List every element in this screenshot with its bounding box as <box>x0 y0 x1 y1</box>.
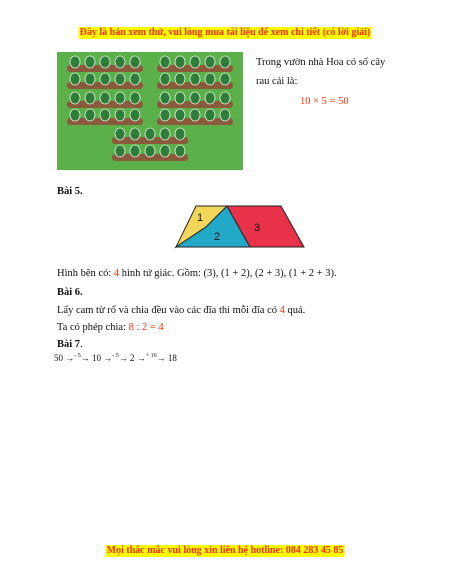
line-1-prefix: Lấy cam từ rổ và chia đều vào các đĩa thì mỗi đĩa có <box>57 305 280 316</box>
cabbage-plant <box>115 109 125 121</box>
exercise-5-answer <box>57 268 337 279</box>
cabbage-plant <box>160 128 170 140</box>
garden-answer-formula: 10 × 5 = 50 <box>300 96 349 107</box>
cabbage-plant <box>145 145 155 157</box>
cabbage-plant <box>85 109 95 121</box>
cabbage-plant <box>160 73 170 85</box>
cabbage-plant <box>175 128 185 140</box>
cabbage-plant <box>175 56 185 68</box>
chain-value: 2 <box>130 353 135 363</box>
cabbage-plant <box>175 109 185 121</box>
cabbage-plant <box>160 109 170 121</box>
cabbage-plant <box>220 56 230 68</box>
region-2-label: 2 <box>214 231 221 243</box>
cabbage-plant <box>115 92 125 104</box>
answer-suffix: hình tứ giác. Gồm: (3), (1 + 2), (2 + 3), (1 + 2 + 3). <box>119 268 337 279</box>
exercise-6-line-2 <box>57 322 164 333</box>
cabbage-plant <box>130 128 140 140</box>
cabbage-plant <box>175 73 185 85</box>
cabbage-plant <box>220 109 230 121</box>
exercise-5-heading: Bài 5. <box>57 186 83 197</box>
answer-prefix: Hình bên có: <box>57 268 114 279</box>
cabbage-plant <box>115 145 125 157</box>
cabbage-plant <box>190 92 200 104</box>
cabbage-plant <box>160 56 170 68</box>
quadrilateral-figure <box>170 204 310 259</box>
cabbage-plant <box>220 73 230 85</box>
chain-arrow-icon: → <box>103 353 113 363</box>
cabbage-plant <box>85 92 95 104</box>
chain-operation: - 5 <box>112 353 119 359</box>
number-chain <box>54 353 177 363</box>
division-expression: 8 : 2 = 4 <box>128 322 164 333</box>
cabbage-plant <box>160 145 170 157</box>
cabbage-plant <box>70 109 80 121</box>
chain-arrow-icon: → <box>136 353 146 363</box>
cabbage-plant <box>205 109 215 121</box>
cabbage-garden-illustration <box>57 52 243 170</box>
cabbage-plant <box>100 56 110 68</box>
cabbage-plant <box>130 73 140 85</box>
exercise-7-heading <box>57 339 83 350</box>
chain-value: 50 <box>54 353 63 363</box>
chain-arrow-icon: → <box>156 353 166 363</box>
chain-operation: + 16 <box>145 353 157 359</box>
hotline-banner: Mọi thắc mắc vui lòng xin liên hệ hotline: 084 283 45 85 <box>106 545 344 556</box>
cabbage-plant <box>70 92 80 104</box>
cabbage-plant <box>100 109 110 121</box>
cabbage-plant <box>205 92 215 104</box>
cabbage-plant <box>130 92 140 104</box>
cabbage-plant <box>85 73 95 85</box>
line-1-number: 4 <box>279 305 285 316</box>
region-1-label: 1 <box>197 212 204 224</box>
exercise-6-heading: Bài 6. <box>57 287 83 298</box>
cabbage-plant <box>220 92 230 104</box>
cabbage-plant <box>100 92 110 104</box>
chain-arrow-icon: → <box>118 353 128 363</box>
chain-arrow-icon: → <box>65 353 75 363</box>
cabbage-plant <box>130 109 140 121</box>
cabbage-plant <box>115 56 125 68</box>
chain-operation: - 5 <box>74 353 81 359</box>
cabbage-plant <box>145 128 155 140</box>
preview-notice-banner: Đây là bản xem thử, vui lòng mua tài liệu để xem chi tiết (có lời giải) <box>79 27 371 38</box>
exercise-7-title: Bài 7 <box>57 339 81 350</box>
cabbage-plant <box>205 56 215 68</box>
cabbage-plant <box>205 73 215 85</box>
cabbage-plant <box>130 145 140 157</box>
garden-question-text: Trong vườn nhà Hoa có số cây rau cải là: <box>256 57 386 87</box>
cabbage-plant <box>160 92 170 104</box>
cabbage-plant <box>175 145 185 157</box>
cabbage-plant <box>190 73 200 85</box>
cabbage-plant <box>70 56 80 68</box>
cabbage-plant <box>130 56 140 68</box>
cabbage-plant <box>100 73 110 85</box>
exercise-6-line-1 <box>57 305 305 316</box>
region-3-label: 3 <box>254 222 261 234</box>
line-1-suffix: quả. <box>284 305 306 316</box>
answer-number: 4 <box>113 268 120 279</box>
chain-value: 18 <box>167 353 177 363</box>
exercise-7-title-suffix: . <box>80 339 83 350</box>
cabbage-garden-image <box>57 52 243 170</box>
line-2-prefix: Ta có phép chia: <box>57 322 129 333</box>
cabbage-plant <box>70 73 80 85</box>
cabbage-plant <box>190 56 200 68</box>
cabbage-plant <box>175 92 185 104</box>
cabbage-plant <box>190 109 200 121</box>
cabbage-plant <box>115 128 125 140</box>
cabbage-plant <box>85 56 95 68</box>
cabbage-plant <box>115 73 125 85</box>
chain-value: 10 <box>92 353 101 363</box>
chain-arrow-icon: → <box>80 353 90 363</box>
